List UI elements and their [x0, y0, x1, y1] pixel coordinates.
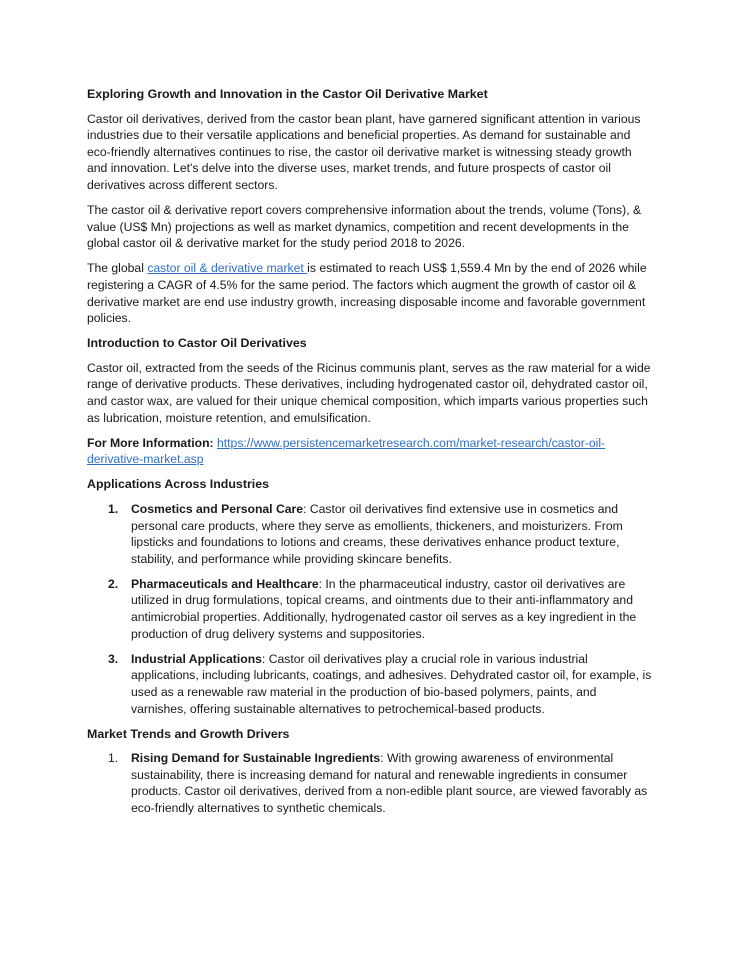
list-item — [87, 501, 653, 567]
list-term: Cosmetics and Personal Care — [131, 501, 304, 516]
list-text: : Castor oil derivatives play a crucial role in various industrial applications, including lubricants, coatings, and adhesives. Dehydrated castor oil, for example, is used as a renewable raw material in the production of bio-based polymers, paints, and varnishes, offering sustainable alternatives to petrochemical-based products. — [131, 651, 652, 716]
more-information — [87, 435, 653, 468]
section-heading-trends: Market Trends and Growth Drivers — [87, 726, 290, 741]
list-item — [87, 651, 653, 717]
market-link[interactable]: castor oil & derivative market — [147, 261, 308, 276]
applications-list — [87, 501, 653, 717]
list-number: 3. — [108, 651, 119, 666]
list-text: : In the pharmaceutical industry, castor oil derivatives are utilized in drug formulations, topical creams, and ointments due to their anti-inflammatory and antimicrobial properties. Additionally, hydrogenated castor oil serves as a key ingredient in the production of drug delivery systems and suppositories. — [131, 576, 637, 641]
trends-list — [87, 750, 653, 816]
list-number: 1. — [108, 501, 119, 516]
section-heading-applications: Applications Across Industries — [87, 477, 269, 492]
list-text: : With growing awareness of environmental sustainability, there is increasing demand for natural and renewable ingredients in consumer products. Castor oil derivatives, derived from a non-edible plant source, are viewed favorably as eco-friendly alternatives to synthetic chemicals. — [131, 751, 648, 815]
section-heading-introduction: Introduction to Castor Oil Derivatives — [87, 336, 307, 351]
more-info-link[interactable]: https://www.persistencemarketresearch.com/market-research/castor-oil-derivative-market.asp — [87, 435, 606, 467]
global-suffix: is estimated to reach US$ 1,559.4 Mn by the end of 2026 while registering a CAGR of 4.5% for the same period. The factors which augment the growth of castor oil & derivative market are end use industry growth, increasing disposable income and favorable government policies. — [87, 261, 647, 326]
global-market-paragraph — [87, 260, 653, 326]
document-page — [87, 86, 653, 825]
list-item — [87, 750, 653, 816]
document-title: Exploring Growth and Innovation in the Castor Oil Derivative Market — [87, 87, 488, 101]
global-prefix: The global — [87, 261, 148, 276]
introduction-paragraph: Castor oil, extracted from the seeds of the Ricinus communis plant, serves as the raw material for a wide range of derivative products. These derivatives, including hydrogenated castor oil, dehydrated castor oil, and castor wax, are valued for their unique chemical composition, which imparts various properties such as lubrication, moisture retention, and emulsification. — [87, 360, 651, 425]
list-number: 2. — [108, 576, 119, 591]
list-item — [87, 576, 653, 642]
more-info-label: For More Information: — [87, 435, 214, 450]
list-term: Pharmaceuticals and Healthcare — [131, 576, 319, 591]
intro-paragraph-2: The castor oil & derivative report covers comprehensive information about the trends, volume (Tons), & value (US$ Mn) projections as well as market dynamics, competition and recent developments in the global castor oil & derivative market for the study period 2018 to 2026. — [87, 203, 642, 251]
list-number: 1. — [108, 751, 119, 766]
list-text: : Castor oil derivatives find extensive use in cosmetics and personal care products, where they serve as emollients, thickeners, and moisturizers. From lipsticks and foundations to lotions and creams, these derivatives enhance product texture, stability, and performance while providing skincare benefits. — [131, 501, 623, 566]
list-term: Industrial Applications — [131, 651, 262, 666]
list-term: Rising Demand for Sustainable Ingredients — [131, 751, 381, 766]
intro-paragraph-1: Castor oil derivatives, derived from the castor bean plant, have garnered significant attention in various industries due to their versatile applications and beneficial properties. As demand for sustainable and eco-friendly alternatives continues to rise, the castor oil derivative market is witnessing steady growth and innovation. Let's delve into the diverse uses, market trends, and future prospects of castor oil derivatives across different sectors. — [87, 111, 641, 192]
